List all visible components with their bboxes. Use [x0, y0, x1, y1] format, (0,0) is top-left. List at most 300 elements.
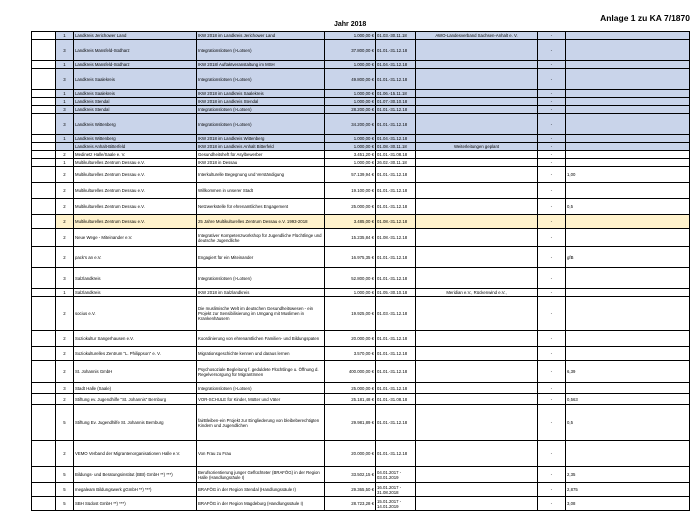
amount-cell: 1.000,00 € [325, 61, 376, 69]
dash-cell: - [538, 331, 566, 347]
table-row [32, 143, 690, 151]
recipient-cell: Stiftung ev. Jugendhilfe "St. Johannis" Bernburg [74, 394, 197, 405]
margin-cell [32, 183, 56, 199]
row-number: 1 [56, 61, 74, 69]
table-row [32, 215, 690, 229]
project-cell: VOR-SCHULE für Kinder, Mütter und Väter [197, 394, 325, 405]
forwarding-cell [416, 331, 538, 347]
staff-cell [566, 40, 690, 61]
table-row [32, 497, 690, 511]
margin-cell [32, 394, 56, 405]
table-row [32, 40, 690, 61]
project-cell: Psychosoziale Begleitung f. geduldete Flüchtlinge u. Öffnung d. Regelversorgung für MigrantInnen [197, 361, 325, 383]
period-cell: 04.01.2017 - 03.01.2019 [376, 467, 416, 483]
forwarding-cell [416, 268, 538, 289]
recipient-cell: St. Johannis GmbH [74, 361, 197, 383]
period-cell: 01.01.-31.12.18 [376, 441, 416, 467]
recipient-cell: Multikulturelles Zentrum Dessau e.V. [74, 167, 197, 183]
forwarding-cell: Weiterleitungen geplant [416, 143, 538, 151]
recipient-cell: Landkreis Mansfeld-Südharz [74, 40, 197, 61]
margin-cell [32, 167, 56, 183]
margin-cell [32, 159, 56, 167]
period-cell: 01.01.-31.08.18 [376, 394, 416, 405]
staff-cell [566, 32, 690, 40]
forwarding-cell [416, 135, 538, 143]
row-number: 2 [56, 151, 74, 159]
table-row [32, 135, 690, 143]
amount-cell: 15.235,84 € [325, 229, 376, 247]
project-cell: Gesundheitsheft für Asylbewerber [197, 151, 325, 159]
project-cell: Integrativer Kompetenzworkshop für Jugendliche Flüchtlinge und deutsche Jugendliche [197, 229, 325, 247]
amount-cell: 25.181,48 € [325, 394, 376, 405]
project-cell: Netzwerkstelle für ehrenamtliches Engagement [197, 199, 325, 215]
row-number [56, 143, 74, 151]
amount-cell: 3.451,20 € [325, 151, 376, 159]
dash-cell: - [538, 143, 566, 151]
row-number: 5 [56, 483, 74, 497]
forwarding-cell [416, 90, 538, 98]
table-row [32, 347, 690, 361]
project-cell: Integrationslotsen (I-Lotsen) [197, 106, 325, 114]
row-number: 2 [56, 331, 74, 347]
staff-cell [566, 289, 690, 297]
row-number: 5 [56, 405, 74, 441]
table-row [32, 441, 690, 467]
margin-cell [32, 467, 56, 483]
project-cell: IKW 2018/ Auftaktveranstaltung im MSH [197, 61, 325, 69]
dash-cell: - [538, 394, 566, 405]
table-row [32, 229, 690, 247]
period-cell: 01.05.-30.10.18 [376, 289, 416, 297]
recipient-cell: Neue Wege - Miteinander e.V. [74, 229, 197, 247]
forwarding-cell [416, 383, 538, 394]
dash-cell: - [538, 268, 566, 289]
row-number: 3 [56, 114, 74, 135]
amount-cell: 25.000,00 € [325, 199, 376, 215]
dash-cell: - [538, 199, 566, 215]
amount-cell: 34.200,00 € [325, 114, 376, 135]
dash-cell: - [538, 90, 566, 98]
amount-cell: 1.000,00 € [325, 135, 376, 143]
margin-cell [32, 331, 56, 347]
forwarding-cell [416, 247, 538, 268]
staff-cell [566, 183, 690, 199]
forwarding-cell [416, 106, 538, 114]
row-number: 2 [56, 297, 74, 331]
period-cell: 01.08.-30.11.18 [376, 143, 416, 151]
forwarding-cell [416, 183, 538, 199]
margin-cell [32, 135, 56, 143]
margin-cell [32, 90, 56, 98]
row-number: 1 [56, 159, 74, 167]
amount-cell: 19.100,00 € [325, 183, 376, 199]
funding-table [31, 31, 690, 511]
period-cell: 01.01.-31.12.18 [376, 40, 416, 61]
margin-cell [32, 199, 56, 215]
table-row [32, 159, 690, 167]
margin-cell [32, 32, 56, 40]
recipient-cell: Landkreis Wittenberg [74, 135, 197, 143]
staff-cell [566, 151, 690, 159]
forwarding-cell: Meridian e.V., Rückenwind e.V., [416, 289, 538, 297]
forwarding-cell [416, 61, 538, 69]
dash-cell: - [538, 69, 566, 90]
amount-cell: 1.000,00 € [325, 90, 376, 98]
margin-cell [32, 40, 56, 61]
project-cell: IKW 2018 im Salzlandkreis [197, 289, 325, 297]
row-number: 3 [56, 40, 74, 61]
row-number: 2 [56, 167, 74, 183]
period-cell: 01.01.-31.12.18 [376, 114, 416, 135]
recipient-cell: Soziokulturelles Zentrum "L. Philippson" e. V. [74, 347, 197, 361]
annex-label: Anlage 1 zu KA 7/1870 [600, 13, 690, 23]
recipient-cell: Landkreis Anhalt-Bitterfeld [74, 143, 197, 151]
project-cell: IKW 2018 in Dessau [197, 159, 325, 167]
recipient-cell: Landkreis Wittenberg [74, 114, 197, 135]
forwarding-cell [416, 98, 538, 106]
recipient-cell: Medinetz Halle/Saale e. V. [74, 151, 197, 159]
staff-cell: 1,00 [566, 167, 690, 183]
amount-cell: 20.000,00 € [325, 441, 376, 467]
amount-cell: 1.000,00 € [325, 159, 376, 167]
row-number: 2 [56, 441, 74, 467]
amount-cell: 52.800,00 € [325, 268, 376, 289]
project-cell: Von Frau zu Frau [197, 441, 325, 467]
period-cell: 01.01.-31.12.18 [376, 347, 416, 361]
margin-cell [32, 361, 56, 383]
period-cell: 01.01.-31.12.18 [376, 361, 416, 383]
period-cell: 01.01.-31.12.18 [376, 268, 416, 289]
project-cell: Willkommen in unserer Stadt [197, 183, 325, 199]
period-cell: 01.01.-31.12.18 [376, 106, 416, 114]
table-row [32, 106, 690, 114]
recipient-cell: Multikulturelles Zentrum Dessau e.V. [74, 159, 197, 167]
period-cell: 01.03.-31.12.18 [376, 297, 416, 331]
forwarding-cell [416, 394, 538, 405]
recipient-cell: VEMO Verband der Migrantenorganisationen Halle e.V. [74, 441, 197, 467]
amount-cell: 16.975,35 € [325, 247, 376, 268]
forwarding-cell [416, 297, 538, 331]
table-row [32, 114, 690, 135]
project-cell: Koordinierung von ehrenamtlichen Familien- und Bildungspaten [197, 331, 325, 347]
period-cell: 01.06.-15.11.18 [376, 90, 416, 98]
period-cell: 01.01.-31.12.18 [376, 331, 416, 347]
amount-cell: 25.000,00 € [325, 383, 376, 394]
table-row [32, 199, 690, 215]
forwarding-cell [416, 199, 538, 215]
row-number: 1 [56, 98, 74, 106]
project-cell: Integrationslotsen (I-Lotsen) [197, 114, 325, 135]
table-row [32, 297, 690, 331]
period-cell: 26.02.-30.11.18 [376, 159, 416, 167]
dash-cell: - [538, 183, 566, 199]
table-row [32, 483, 690, 497]
project-cell: IKW 2018 im Landkreis Saalekreis [197, 90, 325, 98]
table-row [32, 361, 690, 383]
table-row [32, 383, 690, 394]
recipient-cell: Soziokultur Sangerhausen e.V. [74, 331, 197, 347]
staff-cell: 0,5 [566, 199, 690, 215]
dash-cell: - [538, 167, 566, 183]
forwarding-cell [416, 151, 538, 159]
recipient-cell: SBH Südost GmbH **) ***) [74, 497, 197, 511]
staff-cell [566, 383, 690, 394]
row-number: 2 [56, 183, 74, 199]
period-cell: 01.01.-31.12.18 [376, 69, 416, 90]
recipient-cell: Landkreis Saalekreis [74, 69, 197, 90]
project-cell: IKW 2018 im Landkreis Stendal [197, 98, 325, 106]
amount-cell: 29.981,89 € [325, 405, 376, 441]
amount-cell: 19.925,00 € [325, 297, 376, 331]
period-cell: 01.03.-30.11.18 [376, 32, 416, 40]
period-cell: 01.01.-31.12.18 [376, 405, 416, 441]
staff-cell: gfB [566, 247, 690, 268]
period-cell: 16.01.2017 - 31.08.2018 [376, 483, 416, 497]
recipient-cell: Landkreis Stendal [74, 98, 197, 106]
project-cell: Interkulturelle Begegnung und Verständigung [197, 167, 325, 183]
staff-cell [566, 135, 690, 143]
row-number: 2 [56, 347, 74, 361]
row-number: 3 [56, 383, 74, 394]
project-cell: Integrationslotsen (I-Lotsen) [197, 268, 325, 289]
dash-cell: - [538, 297, 566, 331]
amount-cell: 1.000,00 € [325, 32, 376, 40]
forwarding-cell [416, 497, 538, 511]
project-cell: IKW 2018 im Landkreis Jerichower Land [197, 32, 325, 40]
period-cell: 01.08.-31.12.18 [376, 215, 416, 229]
table-row [32, 394, 690, 405]
amount-cell: 28.723,28 € [325, 497, 376, 511]
amount-cell: 37.800,00 € [325, 40, 376, 61]
staff-cell: 0,5 [566, 405, 690, 441]
amount-cell: 33.502,15 € [325, 467, 376, 483]
staff-cell [566, 90, 690, 98]
staff-cell [566, 229, 690, 247]
project-cell: fairBleiben-ein Projekt zur Eingliederung von bleibeberechtigten Kindern und Jugendlichen [197, 405, 325, 441]
project-cell: Engagiert für ein Miteinander [197, 247, 325, 268]
period-cell: 15.01.2017 - 14.01.2019 [376, 497, 416, 511]
margin-cell [32, 347, 56, 361]
forwarding-cell [416, 441, 538, 467]
table-row [32, 467, 690, 483]
recipient-cell: Multikulturelles Zentrum Dessau e.V. [74, 199, 197, 215]
period-cell: 01.08.-31.12.18 [376, 229, 416, 247]
dash-cell: - [538, 106, 566, 114]
dash-cell: - [538, 497, 566, 511]
recipient-cell: Salzlandkreis [74, 268, 197, 289]
dash-cell: - [538, 40, 566, 61]
project-cell: IKW 2018 im Landkreis Wittenberg [197, 135, 325, 143]
period-cell: 01.01.-31.12.18 [376, 199, 416, 215]
row-number: 5 [56, 467, 74, 483]
forwarding-cell [416, 483, 538, 497]
margin-cell [32, 483, 56, 497]
project-cell: Berufsorientierung junger Geflüchteter (BRAFÖG) in der Region Halle (Handlungsräule I) [197, 467, 325, 483]
row-number: 1 [56, 90, 74, 98]
table-row [32, 331, 690, 347]
row-number: 5 [56, 497, 74, 511]
row-number: 1 [56, 32, 74, 40]
row-number: 2 [56, 199, 74, 215]
margin-cell [32, 405, 56, 441]
recipient-cell: Multikulturelles Zentrum Dessau e.V. [74, 215, 197, 229]
dash-cell: - [538, 247, 566, 268]
staff-cell: 2,875 [566, 483, 690, 497]
table-row [32, 90, 690, 98]
margin-cell [32, 143, 56, 151]
period-cell: 01.01.-31.12.18 [376, 383, 416, 394]
table-row [32, 69, 690, 90]
staff-cell [566, 297, 690, 331]
margin-cell [32, 151, 56, 159]
recipient-cell: Stiftung Ev. Jugendhilfe St. Johannis Bernburg [74, 405, 197, 441]
forwarding-cell [416, 114, 538, 135]
forwarding-cell [416, 167, 538, 183]
project-cell: BRAFÖG in der Region Stendal (Handlungssäule I) [197, 483, 325, 497]
period-cell: 01.04.-31.12.18 [376, 61, 416, 69]
forwarding-cell [416, 229, 538, 247]
period-cell: 01.01.-31.12.18 [376, 247, 416, 268]
margin-cell [32, 98, 56, 106]
margin-cell [32, 106, 56, 114]
amount-cell: 1.000,00 € [325, 143, 376, 151]
amount-cell: 57.139,94 € [325, 167, 376, 183]
forwarding-cell: AWO-Landesverband Sachsen-Anhalt e. V. [416, 32, 538, 40]
forwarding-cell [416, 159, 538, 167]
table-row [32, 268, 690, 289]
dash-cell: - [538, 405, 566, 441]
margin-cell [32, 297, 56, 331]
amount-cell: 1.000,00 € [325, 289, 376, 297]
margin-cell [32, 61, 56, 69]
forwarding-cell [416, 347, 538, 361]
table-row [32, 405, 690, 441]
staff-cell: 0,563 [566, 394, 690, 405]
row-number: 1 [56, 135, 74, 143]
forwarding-cell [416, 467, 538, 483]
margin-cell [32, 268, 56, 289]
margin-cell [32, 383, 56, 394]
margin-cell [32, 247, 56, 268]
project-cell: Integrationslotsen (I-Lotsen) [197, 69, 325, 90]
row-number: 2 [56, 215, 74, 229]
dash-cell: - [538, 347, 566, 361]
table-row [32, 98, 690, 106]
recipient-cell: Stadt Halle (Saale) [74, 383, 197, 394]
recipient-cell: Landkreis Jerichower Land [74, 32, 197, 40]
forwarding-cell [416, 361, 538, 383]
table-row [32, 61, 690, 69]
table-row [32, 183, 690, 199]
project-cell: Integrationslotsen (I-Lotsen) [197, 383, 325, 394]
recipient-cell: megaleam Bildungswerk gGmbH **) ***) [74, 483, 197, 497]
dash-cell: - [538, 441, 566, 467]
table-row [32, 151, 690, 159]
table-row [32, 289, 690, 297]
staff-cell: 3,08 [566, 497, 690, 511]
recipient-cell: Salzlandkreis [74, 289, 197, 297]
dash-cell: - [538, 98, 566, 106]
row-number: 3 [56, 106, 74, 114]
staff-cell [566, 106, 690, 114]
staff-cell [566, 143, 690, 151]
recipient-cell: socius e.V. [74, 297, 197, 331]
margin-cell [32, 229, 56, 247]
table-row [32, 247, 690, 268]
dash-cell: - [538, 151, 566, 159]
dash-cell: - [538, 159, 566, 167]
recipient-cell: Landkreis Saalekreis [74, 90, 197, 98]
staff-cell [566, 98, 690, 106]
amount-cell: 3.485,00 € [325, 215, 376, 229]
recipient-cell: pack's an e.V. [74, 247, 197, 268]
dash-cell: - [538, 135, 566, 143]
dash-cell: - [538, 32, 566, 40]
amount-cell: 400.000,00 € [325, 361, 376, 383]
project-cell: Die muslimische Welt im deutschen Gesundheitswesen - ein Projekt zur Sensibilisierung im Umgang mit Muslimen in Krankenhäusern [197, 297, 325, 331]
staff-cell [566, 69, 690, 90]
row-number: 2 [56, 229, 74, 247]
table-row [32, 32, 690, 40]
forwarding-cell [416, 69, 538, 90]
amount-cell: 49.800,00 € [325, 69, 376, 90]
recipient-cell: Landkreis Mansfeld-Südharz [74, 61, 197, 69]
margin-cell [32, 497, 56, 511]
staff-cell [566, 441, 690, 467]
dash-cell: - [538, 215, 566, 229]
dash-cell: - [538, 467, 566, 483]
project-cell: IKW 2018 im Landkreis Anhalt Bitterfeld [197, 143, 325, 151]
dash-cell: - [538, 383, 566, 394]
project-cell: Integrationslotsen (I-Lotsen) [197, 40, 325, 61]
margin-cell [32, 114, 56, 135]
staff-cell [566, 331, 690, 347]
staff-cell: 6,39 [566, 361, 690, 383]
amount-cell: 28.200,00 € [325, 106, 376, 114]
staff-cell: 2,35 [566, 467, 690, 483]
period-cell: 01.07.-30.10.18 [376, 98, 416, 106]
forwarding-cell [416, 405, 538, 441]
row-number: 3 [56, 268, 74, 289]
period-cell: 01.01.-31.08.18 [376, 151, 416, 159]
project-cell: 25 Jahre Multikulturelles Zentrum Dessau e.V. 1993-2018 [197, 215, 325, 229]
dash-cell: - [538, 289, 566, 297]
project-cell: Migrationsgeschichte kennen und daraus lernen [197, 347, 325, 361]
row-number: 3 [56, 69, 74, 90]
period-cell: 01.01.-31.12.18 [376, 183, 416, 199]
row-number: 2 [56, 361, 74, 383]
margin-cell [32, 441, 56, 467]
margin-cell [32, 289, 56, 297]
amount-cell: 3.570,00 € [325, 347, 376, 361]
staff-cell [566, 61, 690, 69]
period-cell: 01.04.-31.12.18 [376, 135, 416, 143]
dash-cell: - [538, 114, 566, 135]
forwarding-cell [416, 40, 538, 61]
dash-cell: - [538, 229, 566, 247]
table-row [32, 167, 690, 183]
year-heading: Jahr 2018 [334, 21, 367, 28]
dash-cell: - [538, 61, 566, 69]
margin-cell [32, 215, 56, 229]
staff-cell [566, 347, 690, 361]
period-cell: 01.01.-31.12.18 [376, 167, 416, 183]
staff-cell [566, 215, 690, 229]
amount-cell: 1.000,00 € [325, 98, 376, 106]
amount-cell: 29.365,50 € [325, 483, 376, 497]
recipient-cell: Bildungs- und Beratungsinstitut (BBI) GmbH **) ***) [74, 467, 197, 483]
dash-cell: - [538, 483, 566, 497]
